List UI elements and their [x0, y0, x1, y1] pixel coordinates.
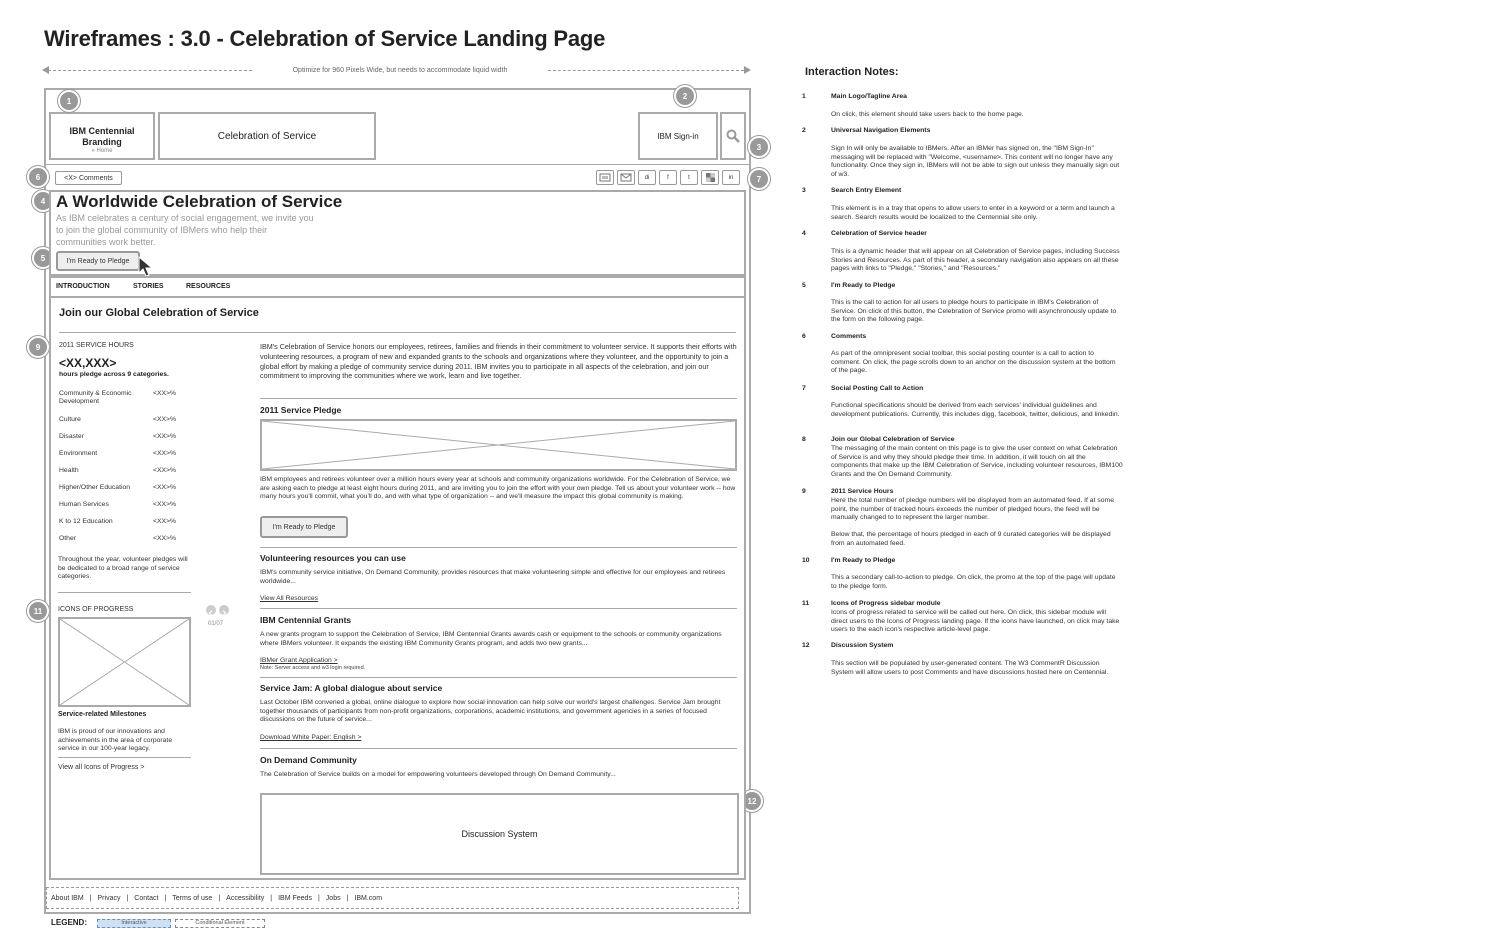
note-number: 3 — [802, 187, 806, 194]
category-value: <XX>% — [153, 467, 177, 474]
grants-note: Note: Server access and w3 login required. — [260, 665, 366, 671]
note-number: 10 — [802, 557, 810, 564]
chevron-right-icon — [219, 608, 229, 618]
note-heading: I'm Ready to Pledge — [831, 557, 896, 564]
footer-link-privacy[interactable]: Privacy — [97, 894, 121, 902]
sidebar-rule — [58, 757, 191, 758]
hero-intro-line: As IBM celebrates a century of social engagement, we invite you — [56, 213, 314, 223]
badge-11: 11 — [27, 600, 49, 622]
note-heading: Main Logo/Tagline Area — [831, 93, 907, 100]
footer-link-feeds[interactable]: IBM Feeds — [278, 894, 312, 902]
note-heading: Social Posting Call to Action — [831, 385, 924, 392]
category-name: K to 12 Education — [59, 518, 113, 525]
delicious-icon — [706, 173, 715, 182]
white-paper-link[interactable]: Download White Paper: English > — [260, 734, 362, 741]
badge-4: 4 — [32, 190, 54, 212]
note-body: The messaging of the main content on this page is to give the user context on what Celebration of Service is and why they should pledge their time. In addition, it will touch on all the components that make up the IBM Celebration of Service, including volunteer resources, IBM100 Grants and the On Demand Community. — [831, 445, 1123, 478]
category-name: Health — [59, 467, 79, 474]
legend-interactive: Interactive — [97, 919, 171, 928]
section-rule — [260, 748, 737, 749]
arrow-right-icon — [744, 66, 751, 74]
category-value: <XX>% — [153, 484, 177, 491]
note-number: 8 — [802, 436, 806, 443]
hours-sub: hours pledge across 9 categories. — [59, 371, 169, 378]
badge-12: 12 — [741, 790, 763, 812]
cursor-icon — [138, 256, 154, 278]
category-value: <XX>% — [153, 501, 177, 508]
hero-pledge-button[interactable]: I'm Ready to Pledge — [56, 251, 140, 271]
category-value: <XX>% — [153, 450, 177, 457]
delicious-button[interactable] — [701, 170, 719, 185]
sidebar-rule — [58, 592, 191, 593]
logo-area[interactable] — [49, 112, 155, 160]
optimize-note: Optimize for 960 Pixels Wide, but needs to accommodate liquid width — [292, 67, 508, 74]
category-name: Culture — [59, 416, 81, 423]
note-number: 4 — [802, 230, 806, 237]
discussion-system[interactable]: Discussion System — [260, 793, 739, 875]
note-body: On click, this element should take users back to the home page. — [831, 111, 1024, 118]
category-row — [59, 484, 189, 492]
linkedin-button[interactable]: in — [722, 170, 740, 185]
note-heading: Celebration of Service header — [831, 230, 927, 237]
note-heading: Comments — [831, 333, 867, 340]
logo-line2: Branding — [82, 137, 122, 147]
icons-label: ICONS OF PROGRESS — [58, 606, 134, 613]
note-number: 11 — [802, 600, 810, 607]
note-heading: Icons of Progress sidebar module — [831, 600, 941, 607]
header-divider — [44, 164, 751, 165]
category-name: Environment — [59, 450, 98, 457]
main-heading: Join our Global Celebration of Service — [59, 307, 259, 319]
category-row — [59, 467, 189, 475]
note-number: 7 — [802, 385, 806, 392]
category-row — [59, 501, 189, 509]
badge-3: 3 — [748, 136, 770, 158]
category-name: Human Services — [59, 501, 109, 508]
category-value: <XX>% — [153, 518, 177, 525]
footer-link-terms[interactable]: Terms of use — [172, 894, 213, 902]
note-number: 6 — [802, 333, 806, 340]
category-row — [59, 518, 189, 526]
signin-link[interactable]: IBM Sign-in — [638, 112, 718, 160]
grants-heading: IBM Centennial Grants — [260, 615, 352, 625]
footer-nav: About IBM | Privacy | Contact | Terms of use | Accessibility | IBM Feeds | Jobs | IBM.com — [46, 887, 739, 909]
resources-heading: Volunteering resources you can use — [260, 553, 406, 563]
category-row — [59, 450, 189, 458]
odc-text: The Celebration of Service builds on a model for empowering volunteers developed through On Demand Community... — [260, 771, 616, 778]
note-body: This element is in a tray that opens to allow users to enter in a keyword or a term and launch a search. Search results would be localized to the Centennial site only. — [831, 205, 1115, 221]
search-icon — [726, 129, 740, 143]
odc-heading: On Demand Community — [260, 755, 357, 765]
note-number: 1 — [802, 93, 806, 100]
note-body: Icons of progress related to service will be called out here. On click, this sidebar module will direct users to the Icons of Progress landing page. If the icons have launched, on click may take users to the each icon's respective article-level page. — [831, 609, 1120, 633]
throughout-text: Throughout the year, volunteer pledges will be dedicated to a broad range of service categories. — [58, 556, 188, 580]
note-number: 12 — [802, 642, 810, 649]
email-icon — [620, 173, 632, 182]
note-body: Here the total number of pledge numbers will be displayed from an automated feed. If at some point, the number of tracked hours exceeds the number of pledged hours, the feed will be manually changed to to represent the larger number. — [831, 497, 1114, 521]
category-value: <XX>% — [153, 390, 177, 397]
footer-link-about[interactable]: About IBM — [51, 894, 84, 902]
nav-stories[interactable]: STORIES — [133, 283, 164, 290]
image-placeholder-icon — [60, 619, 189, 705]
category-row — [59, 416, 189, 424]
nav-resources[interactable]: RESOURCES — [186, 283, 231, 290]
section-rule — [260, 547, 737, 548]
home-link[interactable]: » Home — [91, 148, 113, 154]
width-guide-left — [48, 70, 252, 71]
width-guide-right — [548, 70, 744, 71]
category-row — [59, 535, 189, 543]
notes-heading: Interaction Notes: — [805, 66, 899, 78]
footer-link-accessibility[interactable]: Accessibility — [226, 894, 265, 902]
footer-link-jobs[interactable]: Jobs — [325, 894, 341, 902]
hero-heading: A Worldwide Celebration of Service — [56, 192, 343, 211]
milestones-text: IBM is proud of our innovations and achievements in the area of corporate service in our 100-year legacy. — [58, 728, 173, 752]
pager-count: 01/07 — [208, 621, 224, 627]
note-heading: 2011 Service Hours — [831, 488, 894, 495]
note-number: 9 — [802, 488, 806, 495]
grant-application-link[interactable]: IBMer Grant Application > — [260, 657, 338, 664]
tagline-area[interactable]: Celebration of Service — [158, 112, 376, 160]
legend-label: LEGEND: — [51, 918, 87, 927]
note-heading: Universal Navigation Elements — [831, 127, 931, 134]
view-all-resources-link[interactable]: View All Resources — [260, 595, 319, 602]
category-row — [59, 390, 189, 406]
main-pledge-button[interactable]: I'm Ready to Pledge — [260, 516, 348, 538]
pledge-text: IBM employees and retirees volunteer over a million hours every year at schools and community organizations worldwide. For the Celebration of Service, we are asking each to pledge at least eight hours during 2011, and are inviting you to join the effort with your own pledge. Tell us about your volunteer work -- how many hours you'll commit, what you'll do, and with what type of organization -- and we'll measure the impact this global community is making. — [260, 476, 736, 501]
nav-introduction[interactable]: INTRODUCTION — [56, 283, 110, 290]
note-number: 2 — [802, 127, 806, 134]
category-value: <XX>% — [153, 416, 177, 423]
twitter-button[interactable]: t — [680, 170, 698, 185]
prev-button[interactable] — [206, 605, 216, 615]
facebook-button[interactable]: f — [659, 170, 677, 185]
note-body: This section will be populated by user-generated content. The W3 CommentR Discussion System will allow users to post Comments and have discussions hosted here on Centennial. — [831, 660, 1109, 676]
note-heading: Discussion System — [831, 642, 894, 649]
hero-intro-line: to join the global community of IBMers who help their — [56, 225, 268, 235]
note-body: As part of the omnipresent social toolbar, this social posting counter is a call to action to comment. On click, the page scrolls down to an anchor on the discussion system at the bottom of the page. — [831, 350, 1116, 374]
category-name: Other — [59, 535, 76, 542]
note-heading: Join our Global Celebration of Service — [831, 436, 955, 443]
legend-conditional: Conditional Element — [175, 919, 265, 928]
note-body: Below that, the percentage of hours pledged in each of 9 curated categories will be displayed from an automated feed. — [831, 531, 1111, 547]
hero-intro-line: communities work better. — [56, 237, 156, 247]
note-heading: Search Entry Element — [831, 187, 902, 194]
search-button[interactable] — [720, 112, 746, 160]
note-body: This a secondary call-to-action to pledge. On click, the promo at the top of the page will update to the pledge form. — [831, 574, 1116, 590]
category-name: Community & Economic Development — [59, 390, 132, 405]
grants-text: A new grants program to support the Celebration of Service, IBM Centennial Grants awards cash or equipment to the schools or community organizations where IBMers volunteer. It expands the existing IBM Community Grants program, and adds two new grants... — [260, 631, 722, 647]
jam-heading: Service Jam: A global dialogue about service — [260, 683, 443, 693]
note-body: Functional specifications should be derived from each services' individual guidelines and development publications. Currently, this includes digg, facebook, twitter, delicious, and linkedin. — [831, 402, 1120, 418]
share-button[interactable] — [596, 170, 614, 185]
pledge-heading: 2011 Service Pledge — [260, 405, 342, 415]
email-button[interactable] — [617, 170, 635, 185]
note-heading: I'm Ready to Pledge — [831, 282, 896, 289]
main-intro: IBM's Celebration of Service honors our employees, retirees, families and friends in their commitment to volunteer service. It supports their efforts with volunteering resources, a program of new and expanded grants to the schools and organizations where they volunteer, and the opportunity to join a global effort by making a pledge of community service during 2011. IBM invites you to participate in all aspects of the celebration, and join our commitment to improving the communities where we work, learn and live together. — [260, 342, 737, 381]
footer-link-ibm[interactable]: IBM.com — [354, 894, 383, 902]
category-value: <XX>% — [153, 433, 177, 440]
footer-link-contact[interactable]: Contact — [134, 894, 159, 902]
badge-7: 7 — [748, 168, 770, 190]
comments-counter[interactable]: <X> Comments — [55, 171, 122, 185]
badge-5: 5 — [32, 247, 54, 269]
logo-line1: IBM Centennial — [69, 126, 135, 136]
note-body: This is the call to action for all users to pledge hours to participate in IBM's Celebration of Service. On click of this button, the Celebration of Service promo will asynchronously update to the form on the following page. — [831, 299, 1117, 323]
category-name: Disaster — [59, 433, 84, 440]
category-name: Higher/Other Education — [59, 484, 131, 491]
note-body: Sign In will only be available to IBMers. After an IBMer has signed on, the "IBM Sign-In" messaging will be replaced with "Welcome, <username>. This content will no longer have any functionality. Once they sign in, IBMers will not be able to sign out unless they manually sign out of w3. — [831, 145, 1120, 178]
badge-2: 2 — [674, 85, 696, 107]
view-all-icons-link[interactable]: View all Icons of Progress > — [58, 764, 145, 771]
category-value: <XX>% — [153, 535, 177, 542]
share-icon — [599, 173, 611, 182]
next-button[interactable] — [219, 605, 229, 615]
badge-6: 6 — [27, 166, 49, 188]
hero-intro — [56, 212, 314, 248]
jam-text: Last October IBM convened a global, online dialogue to explore how social innovation can help solve our world's largest challenges. Service Jam brought together thousands of participants from non-profit organizations, corporations, academic institutions, and government agencies in a series of focused discussions on the future of service... — [260, 699, 721, 724]
resources-text: IBM's community service initiative, On Demand Community, provides resources that make volunteering simple and effective for our employees and retirees worldwide... — [260, 569, 726, 585]
note-number: 5 — [802, 282, 806, 289]
note-body: This is a dynamic header that will appear on all Celebration of Service pages, including Success Stories and Resources. As part of this header, a secondary navigation also appears on all these pages with links to "Pledge," "Stories," and "Resources." — [831, 248, 1120, 272]
icon-image-placeholder[interactable] — [58, 617, 191, 707]
section-rule — [260, 608, 737, 609]
section-rule — [260, 677, 737, 678]
pledge-image-placeholder — [260, 419, 737, 471]
hours-value: <XX,XXX> — [59, 356, 117, 370]
main-heading-rule — [59, 332, 736, 333]
badge-1: 1 — [58, 90, 80, 112]
milestones-heading: Service-related Milestones — [58, 711, 147, 718]
hours-label: 2011 SERVICE HOURS — [59, 342, 134, 349]
digg-button[interactable]: di — [638, 170, 656, 185]
page-title: Wireframes : 3.0 - Celebration of Service Landing Page — [44, 26, 606, 51]
image-placeholder-icon — [262, 421, 735, 469]
chevron-left-icon — [206, 608, 216, 618]
section-rule — [260, 398, 737, 399]
badge-9: 9 — [27, 336, 49, 358]
category-row — [59, 433, 189, 441]
